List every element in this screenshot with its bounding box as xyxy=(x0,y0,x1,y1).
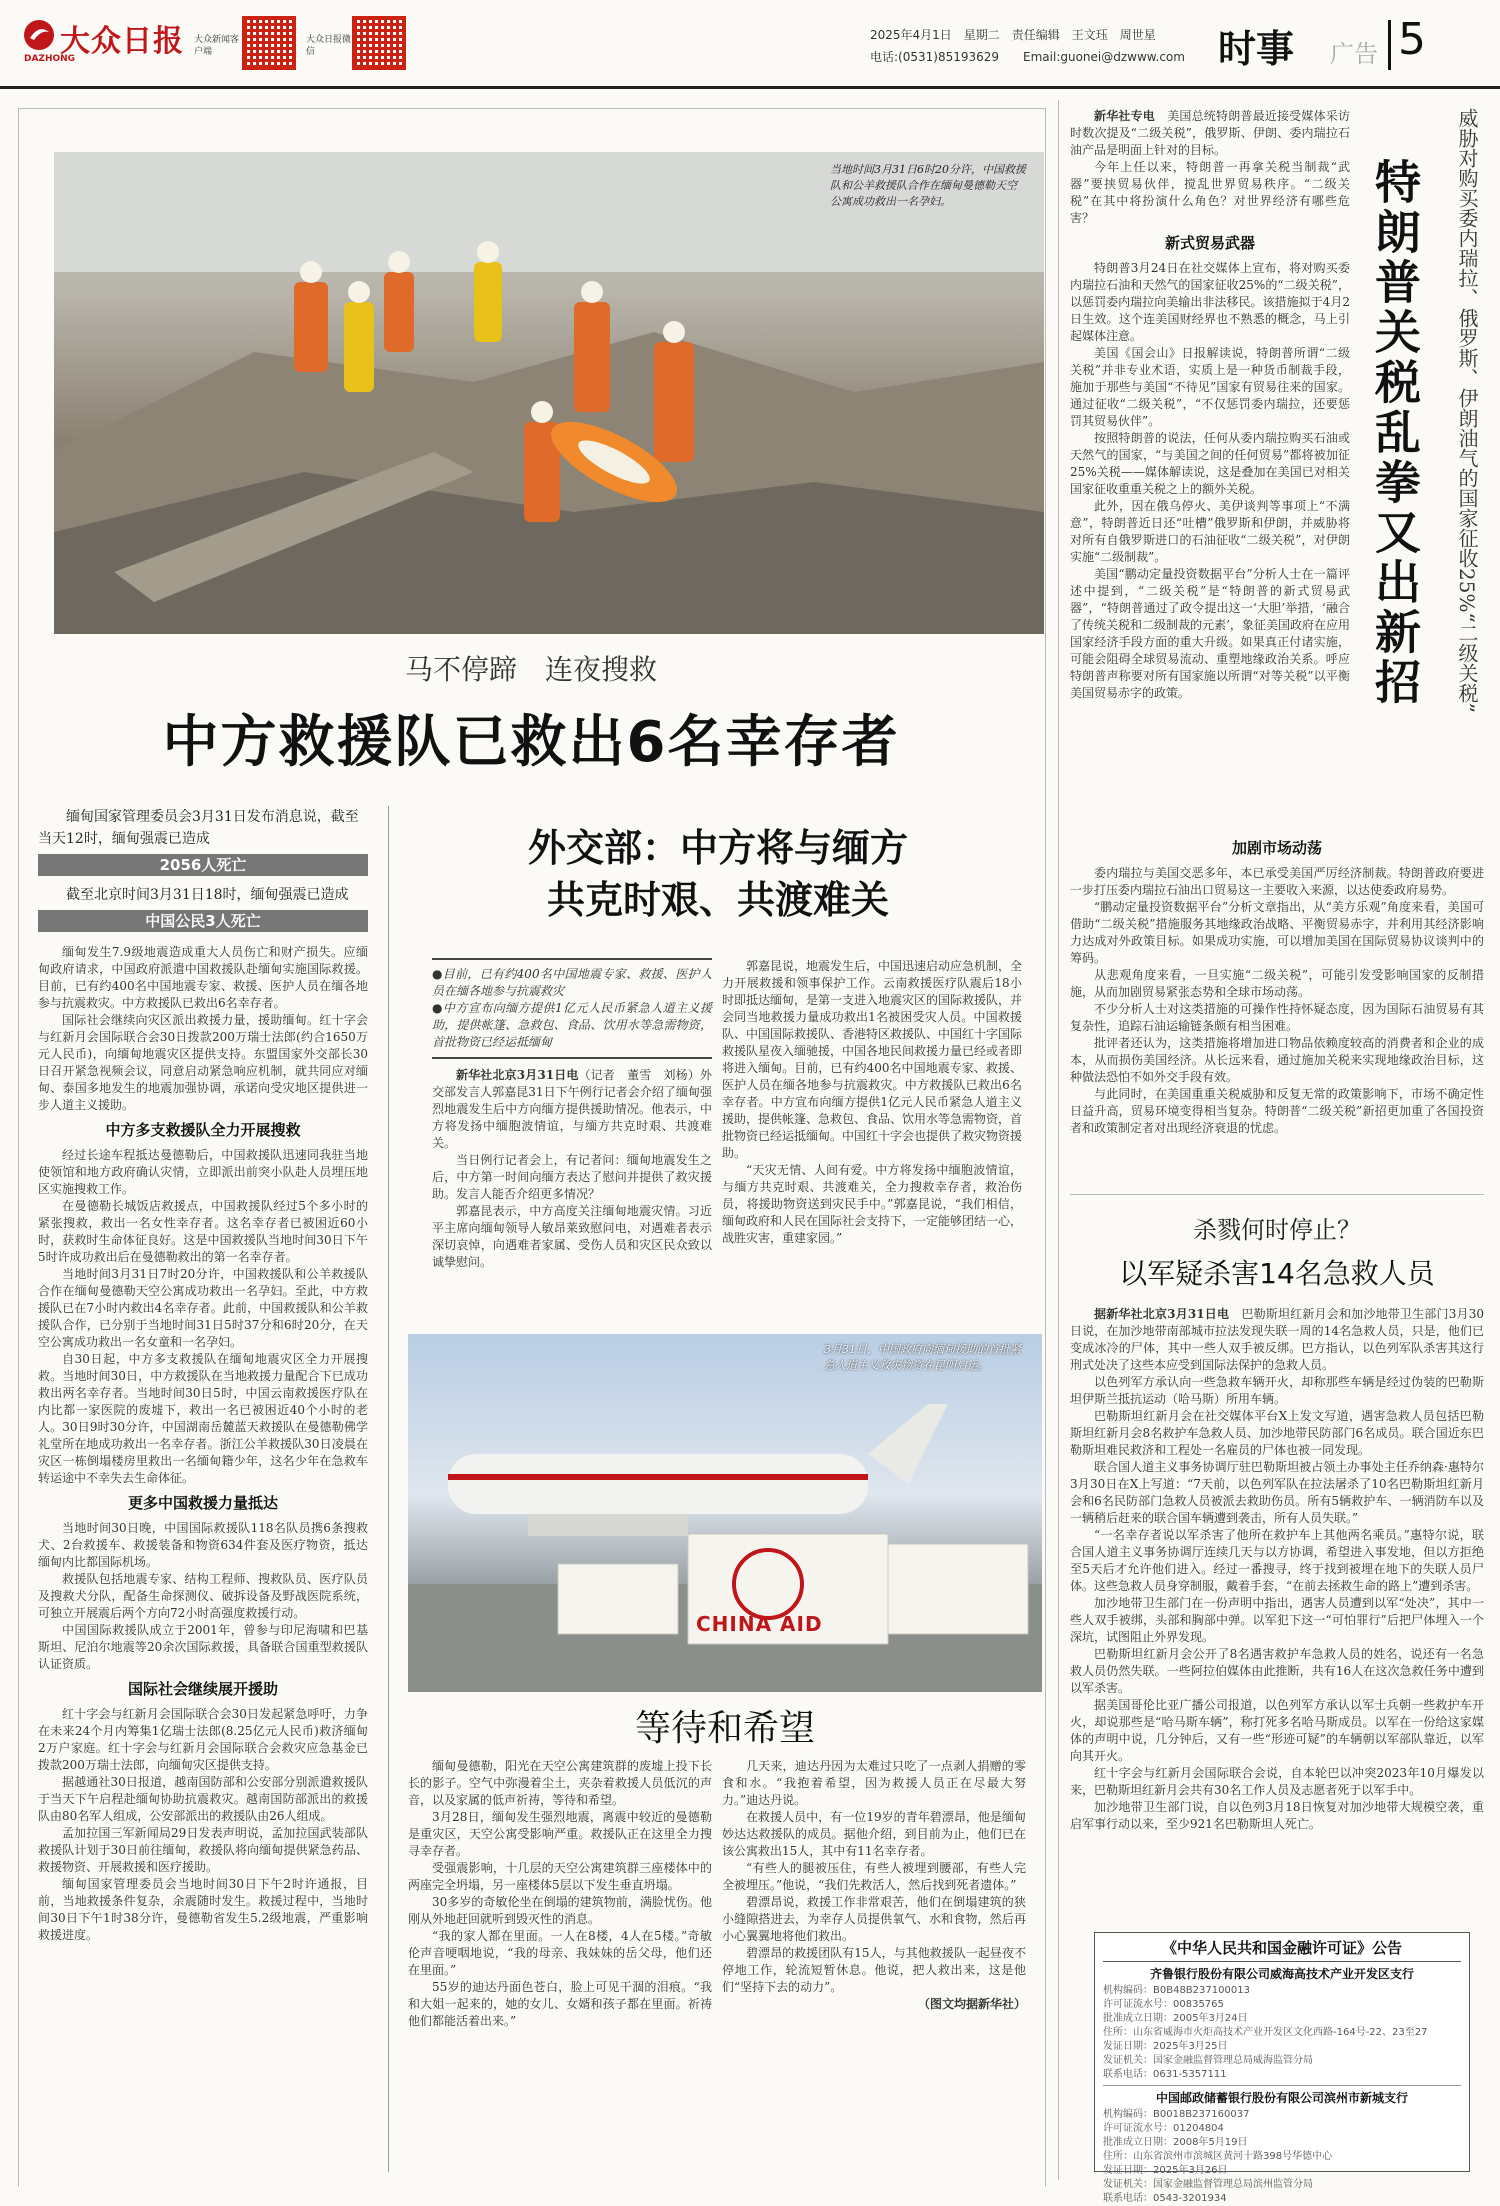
paragraph: 与此同时，在美国重重关税威胁和反复无常的政策影响下，市场不确定性日益升高，贸易环境变得相当复杂。特朗普“二级关税”新招更加重了各国投资者和政策制定者对出现经济衰退的忧虑。 xyxy=(1070,1087,1484,1135)
paragraph: （记者 董雪 刘杨）外交部发言人郭嘉昆31日下午例行记者会介绍了缅甸强烈地震发生后中方向缅方提供援助情况。他表示，中方将发扬中缅胞波情谊，与缅方共克时艰、共渡难关。 xyxy=(432,1068,712,1150)
notice-row: 发证日期：2025年3月25日 xyxy=(1103,2041,1228,2052)
paragraph: 美国总统特朗普最近接受媒体采访时数次提及“二级关税”，俄罗斯、伊朗、委内瑞拉石油产品是明面上针对的目标。 xyxy=(1070,109,1350,157)
paragraph: 从悲观角度来看，一旦实施“二级关税”，可能引发受影响国家的反制措施，从而加剧贸易紧张态势和全球市场动荡。 xyxy=(1070,968,1484,999)
paragraph: 据美国哥伦比亚广播公司报道，以色列军方承认以军士兵朝一些救护车开火，却说那些是“哈马斯车辆”，称打死多名哈马斯成员。以军在一份给这家媒体的声明中说，几分钟后，又有一些“形迹可疑”的车辆朝以军部队靠近，以军向其开火。 xyxy=(1070,1698,1484,1763)
masthead-rule xyxy=(0,86,1500,89)
mofa-headline-line1: 外交部：中方将与缅方 xyxy=(527,825,908,870)
notice-row: 许可证流水号：00835765 xyxy=(1103,1999,1224,2010)
notice-row: 住所：山东省威海市火炬高技术产业开发区文化西路-164号-22、23至27 xyxy=(1103,2027,1428,2038)
trump-vertical-headline-block xyxy=(1360,108,1484,848)
logo-emblem-icon xyxy=(22,18,56,52)
paragraph: 救援队包括地震专家、结构工程师、搜救队员、医疗队员及搜救犬分队，配备生命探测仪、破拆设备及野战医院系统，可独立开展震后两个方向72小时高强度救援行动。 xyxy=(38,1572,368,1620)
notice-row: 住所：山东省滨州市滨城区黄河十路398号华德中心 xyxy=(1103,2151,1333,2162)
notice-row: 批准成立日期：2005年3月24日 xyxy=(1103,2013,1248,2024)
paragraph: 中国国际救援队成立于2001年，曾参与印尼海啸和巴基斯坦、尼泊尔地震等20余次国际救援，具备联合国重型救援队认证资质。 xyxy=(38,1623,368,1671)
notice-row: 机构编码：B0018B237160037 xyxy=(1103,2109,1250,2120)
lead-text-1: 缅甸国家管理委员会3月31日发布消息说，截至当天12时，缅甸强震已造成 xyxy=(38,809,359,847)
paragraph: 按照特朗普的说法，任何从委内瑞拉购买石油或天然气的国家，“与美国之间的任何贸易”都将被加征25%关税——媒体解读说，这是叠加在美国已对相关国家征收重重关税之上的额外关税。 xyxy=(1070,431,1350,496)
paragraph: “鹏动定量投资数据平台”分析文章指出，从“美方乐观”角度来看，美国可借助“二级关税”措施服务其地缘政治战略、平衡贸易赤字，并利用其经济影响力达成对外政策目标。如果成功实施，可以增加美国在国际贸易协议谈判中的筹码。 xyxy=(1070,900,1484,965)
paragraph: 在救援人员中，有一位19岁的青年碧漂昂，他是缅甸妙达达救援队的成员。据他介绍，到目前为止，他们已在该公寓救出15人，其中有11名幸存者。 xyxy=(722,1810,1026,1858)
trump-dateline: 新华社专电 xyxy=(1094,109,1155,123)
mofa-col-right xyxy=(722,958,1022,1247)
paragraph: 巴勒斯坦红新月会公开了8名遇害救护车急救人员的姓名，说还有一名急救人员仍然失联。一些阿拉伯媒体由此推断，共有16人在这次急救任务中遭到以军杀害。 xyxy=(1070,1647,1484,1695)
contact-line: 电话:(0531)85193629 Email:guonei@dzwww.com xyxy=(870,50,1185,64)
trump-body-top xyxy=(1070,108,1350,702)
paragraph: 碧漂昂说，救援工作非常艰苦，他们在倒塌建筑的狭小缝隙搭进去，为幸存人员提供氧气、水和食物，然后再小心翼翼地将他们救出。 xyxy=(722,1895,1026,1943)
paragraph: 巴勒斯坦红新月会在社交媒体平台X上发文写道，遇害急救人员包括巴勒斯坦红新月会8名救护车急救人员、加沙地带民防部门6名成员。联合国近东巴勒斯坦难民救济和工程处一名雇员的尸体也被一同发现。 xyxy=(1070,1409,1484,1457)
notice-title: 《中华人民共和国金融许可证》公告 xyxy=(1103,1937,1461,1962)
newspaper-logo xyxy=(22,14,192,66)
paragraph: 55岁的迪达丹面色苍白，脸上可见干涸的泪痕。“我和大姐一起来的，她的女儿、女婿和孩子都在里面。祈祷他们都能活着出来。” xyxy=(408,1980,712,2028)
paragraph: 经过长途车程抵达曼德勒后，中国救援队迅速同我驻当地使领馆和地方政府确认灾情，立即派出前突小队赴人员埋压地区实施搜救工作。 xyxy=(38,1148,368,1196)
paragraph: 此外，因在俄乌停火、美伊谈判等事项上“不满意”，特朗普近日还“吐槽”俄罗斯和伊朗，并威胁将对所有自俄罗斯进口的石油征收“二级关税”，对伊朗实施“二级制裁”。 xyxy=(1070,499,1350,564)
notice-entry-name: 中国邮政储蓄银行股份有限公司滨州市新城支行 xyxy=(1155,2091,1408,2105)
masthead xyxy=(0,0,1500,84)
logo-sub: DAZHONG xyxy=(24,54,76,64)
subhead: 国际社会继续展开援助 xyxy=(127,1680,278,1698)
hope-headline: 等待和希望 xyxy=(634,1708,815,1749)
mofa-summary-box xyxy=(432,958,712,1059)
aid-photo-caption: 3月31日，中国政府向缅甸援助的首批紧急人道主义救灾物资在昆明启运。 xyxy=(824,1343,1021,1372)
paragraph: 红十字会与红新月会国际联合会30日发起紧急呼吁，力争在未来24个月内筹集1亿瑞士法郎(8.25亿元人民币)救济缅甸2万户家庭。红十字会与红新月会国际联合会救灾应急基金已拨款200万瑞士法郎，向缅甸灾区提供支持。 xyxy=(38,1707,368,1772)
paragraph: 当日例行记者会上，有记者问：缅甸地震发生之后，中方第一时间向缅方表达了慰问并提供了救灾援助。发言人能否介绍更多情况？ xyxy=(432,1153,712,1201)
trump-body-bottom xyxy=(1070,832,1484,1137)
page-number-divider xyxy=(1388,20,1391,70)
notice-entry-rows xyxy=(1103,1984,1461,2082)
paragraph: 缅甸发生7.9级地震造成重大人员伤亡和财产损失。应缅甸政府请求，中国政府派遣中国救援队赴缅甸实施国际救援。目前，已有约400名中国地震专家、救援、医护人员在缅各地参与抗震救灾。中方救援队已救出6名幸存者。 xyxy=(38,945,368,1010)
hope-col-left xyxy=(408,1758,712,2030)
chinese-deaths-bar: 中国公民3人死亡 xyxy=(38,910,368,932)
qr-label-app: 大众新闻客户端 xyxy=(194,35,240,57)
aid-cargo-illustration xyxy=(408,1334,1042,1692)
paragraph: 30多岁的奇敏伦坐在倒塌的建筑物前，满脸忧伤。他刚从外地赶回就听到毁灭性的消息。 xyxy=(408,1895,712,1926)
paragraph: 美国《国会山》日报解读说，特朗普所谓“二级关税”并非专业术语，实质上是一种货币制裁手段，施加于那些与美国“不待见”国家有贸易往来的国家。通过征收“二级关税”，“不仅惩罚委内瑞拉，还要惩罚其贸易伙伴”。 xyxy=(1070,346,1350,428)
subhead: 加剧市场动荡 xyxy=(1231,839,1322,857)
paragraph: 以色列军方承认向一些急救车辆开火，却称那些车辆是经过伪装的巴勒斯坦伊斯兰抵抗运动（哈马斯）所用车辆。 xyxy=(1070,1375,1484,1406)
column-rule xyxy=(388,806,389,2172)
paragraph: “我的家人都在里面。一人在8楼，4人在5楼。”奇敏伦声音哽咽地说，“我的母亲、我妹妹的岳父母，他们还在里面。” xyxy=(408,1929,712,1977)
main-headline: 中方救援队已救出6名幸存者 xyxy=(162,710,900,775)
notice-entry-rows xyxy=(1103,2108,1461,2206)
paragraph: 自30日起，中方多支救援队在缅甸地震灾区全力开展搜救。当地时间30日，中方救援队在当地救援力量配合下已成功救出两名幸存者。当地时间30日5时，中国云南救援医疗队在内比都一家医院的废墟下，救出一名已被困近40个小时的老人。30日9时30分许，中国湖南岳麓蓝天救援队在曼德勒佛学礼堂所在地成功救出一名幸存者。浙江公羊救援队30日凌晨在灾区一栋倒塌楼房里救出一名缅甸籍少年，这名少年在急救车转运途中不幸失去生命体征。 xyxy=(38,1352,368,1485)
license-notice xyxy=(1094,1932,1470,2204)
notice-row: 许可证流水号：01204804 xyxy=(1103,2123,1224,2134)
paragraph: 几天来，迪达丹因为太难过只吃了一点剥人捐赠的零食和水。“我抱着希望，因为救援人员正在尽最大努力。”迪达丹说。 xyxy=(722,1759,1026,1807)
rescue-photo xyxy=(54,152,1044,634)
notice-row: 联系电话：0543-3201934 xyxy=(1103,2193,1227,2204)
notice-row: 发证日期：2025年3月26日 xyxy=(1103,2165,1228,2176)
paragraph: 加沙地带卫生部门在一份声明中指出，遇害人员遭到以军“处决”，其中一些人双手被绑，头部和胸部中弹。以军犯下这一“可怕罪行”后把尸体埋入一个深坑，试图阻止外界发现。 xyxy=(1070,1596,1484,1644)
paragraph: 郭嘉昆表示，中方高度关注缅甸地震灾情。习近平主席向缅甸领导人敏昂莱致慰问电，对遇难者表示深切哀悼，向遇难者家属、受伤人员和灾区民众致以诚挚慰问。 xyxy=(432,1204,712,1269)
mofa-body-left xyxy=(432,1067,712,1271)
hope-col-right xyxy=(722,1758,1026,2013)
main-kicker: 马不停蹄 连夜搜救 xyxy=(404,653,657,686)
paragraph: 委内瑞拉与美国交恶多年，本已承受美国严厉经济制裁。特朗普政府要进一步打压委内瑞拉石油出口贸易这一主要收入来源，以达使委政府易势。 xyxy=(1070,866,1484,897)
paragraph: “有些人的腿被压住，有些人被埋到腰部，有些人完全被埋压。”他说，“我们先救活人，然后找到死者遗体。” xyxy=(722,1861,1026,1892)
notice-row: 联系电话：0631-5357111 xyxy=(1103,2069,1227,2080)
notice-row: 发证机关：国家金融监督管理总局威海监管分局 xyxy=(1103,2055,1313,2066)
qr-label-wechat: 大众日报微信 xyxy=(306,35,352,57)
paragraph: 缅甸曼德勒，阳光在天空公寓建筑群的废墟上投下长长的影子。空气中弥漫着尘土，夹杂着救援人员低沉的声音，以及家属的低声祈祷，等待和希望。 xyxy=(408,1759,712,1807)
mofa-dateline: 新华社北京3月31日电 xyxy=(456,1068,579,1082)
paragraph: 孟加拉国三军新闻局29日发表声明说，孟加拉国武装部队救援队计划于30日前往缅甸，救援队将向缅甸提供紧急药品、救援物资、开展救援和医疗援助。 xyxy=(38,1826,368,1874)
left-column xyxy=(38,806,368,1944)
mofa-bullet: ●中方宣布向缅方提供1亿元人民币紧急人道主义援助，提供帐篷、急救包、食品、饮用水等急需物资，首批物资已经运抵缅甸 xyxy=(432,1001,712,1049)
paragraph: 当地时间30日晚，中国国际救援队118名队员携6条搜救犬、2台救援车、救援装备和物资634件套及医疗物资，抵达缅甸内比都国际机场。 xyxy=(38,1521,368,1569)
right-column-rule xyxy=(1058,100,1059,2180)
paragraph: 在曼德勒长城饭店救援点，中国救援队经过5个多小时的紧张搜救，救出一名女性幸存者。这名幸存者已被困近60小时，获救时生命体征良好。这是中国救援队当地时间30日下午5时许成功救出后在曼德勒救出的第一名幸存者。 xyxy=(38,1199,368,1264)
paragraph: 缅甸国家管理委员会当地时间30日下午2时许通报，目前，当地救援条件复杂，余震随时发生。救援过程中，当地时间30日下午1时38分许，曼德勒省发生5.2级地震，严重影响救援进度。 xyxy=(38,1877,368,1942)
notice-row: 批准成立日期：2008年5月19日 xyxy=(1103,2137,1248,2148)
paragraph: 特朗普3月24日在社交媒体上宣布，将对购买委内瑞拉石油和天然气的国家征收25%的“二级关税”，以惩罚委内瑞拉向美输出非法移民。该措施拟于4月2日生效。这个连美国财经界也不熟悉的概念，马上引起媒体注意。 xyxy=(1070,261,1350,343)
gaza-dateline: 据新华社北京3月31日电 xyxy=(1094,1307,1230,1321)
paragraph: 据越通社30日报道，越南国防部和公安部分别派遣救援队于当天下午启程赴缅甸协助抗震救灾。越南国防部派出的救援队由80名军人组成，公安部派出的救援队由26人组成。 xyxy=(38,1775,368,1823)
section-rule xyxy=(1070,1194,1484,1195)
paragraph: 加沙地带卫生部门说，自以色列3月18日恢复对加沙地带大规模空袭，重启军事行动以来，至少921名巴勒斯坦人死亡。 xyxy=(1070,1800,1484,1831)
paragraph: 联合国人道主义事务协调厅驻巴勒斯坦被占领土办事处主任乔纳森·惠特尔3月30日在X上写道：“7天前，以色列军队在拉法屠杀了10名巴勒斯坦红新月会和6名民防部门急救人员被派去救助伤员。所有5辆救护车、一辆消防车以及一辆稍后赶来的联合国车辆遭到袭击，所有人员失联。” xyxy=(1070,1460,1484,1525)
rescue-scene-illustration xyxy=(54,152,1044,634)
paragraph: 当地时间3月31日7时20分许，中国救援队和公羊救援队合作在缅甸曼德勒天空公寓成功救出一名孕妇。至此，中方救援队已在7小时内救出4名幸存者。此前，中国救援队和公羊救援队合作，已分别于当地时间31日5时37分和6时20分，在天空公寓成功救出一名女童和一名孕妇。 xyxy=(38,1267,368,1349)
subhead: 更多中国救援力量抵达 xyxy=(127,1494,278,1512)
section-sub: 广告 xyxy=(1330,40,1378,68)
qr-code-app[interactable] xyxy=(242,16,296,70)
paragraph: 红十字会与红新月会国际联合会说，自本轮巴以冲突2023年10月爆发以来，巴勒斯坦红新月会共有30名工作人员及志愿者死于以军手中。 xyxy=(1070,1766,1484,1797)
paragraph: 郭嘉昆说，地震发生后，中国迅速启动应急机制，全力开展救援和领事保护工作。云南救援医疗队震后18小时即抵达缅甸，是第一支进入地震灾区的国际救援队，并会同当地救援力量成功救出1名被困受灾人员。中国救援队、中国国际救援队、香港特区救援队、中国红十字国际救援队星夜入缅驰援，中国各地民间救援力量已经或者即将进入缅甸。目前，已有约400名中国地震专家、救援、医护人员在缅各地参与抗震救灾。中方救援队已救出6名幸存者。中方宣布向缅方提供1亿元人民币紧急人道主义援助，提供帐篷、急救包、食品、饮用水等急需物资，首批物资已经运抵缅甸。中国红十字会也提供了救灾物资援助。 xyxy=(722,959,1023,1160)
paragraph: 巴勒斯坦红新月会和加沙地带卫生部门3月30日说，在加沙地带南部城市拉法发现失联一周的14名急救人员，只是，他们已变成冰冷的尸体，其中一些人双手被反绑。巴方指认，以色列军队杀害其这行刑式处决了这些本应受到国际法保护的急救人员。 xyxy=(1070,1307,1484,1372)
cargo-label: CHINA AID xyxy=(696,1612,823,1636)
trump-vertical-kicker: 威胁对购买委内瑞拉、俄罗斯、伊朗油气的国家征收25%“二级关税” xyxy=(1455,108,1479,713)
photo-credit: （图文均据新华社） xyxy=(917,1997,1026,2011)
qr-code-wechat[interactable] xyxy=(352,16,406,70)
death-toll-bar: 2056人死亡 xyxy=(38,854,368,876)
date-line: 2025年4月1日 星期二 责任编辑 王文珏 周世星 xyxy=(870,28,1156,42)
mofa-story xyxy=(408,822,1028,942)
notice-entry-name: 齐鲁银行股份有限公司威海高技术产业开发区支行 xyxy=(1149,1967,1414,1981)
paragraph: 美国“鹏动定量投资数据平台”分析人士在一篇评述中提到，“二级关税”是“特朗普的新式贸易武器”，“特朗普通过了政令提出这一‘大胆’举措，‘融合了传统关税和二级制裁的元素’，象征美国政府在应用国家经济手段方面的重大升级。如果真正付诸实施，可能会阻碍全球贸易流动、重塑地缘政治关系。呼应特朗普声称要对所有国家施以所谓“对等关税”以平衡美国贸易赤字的政策。 xyxy=(1070,567,1350,700)
paragraph: 碧漂昂的救援团队有15人，与其他救援队一起昼夜不停地工作，轮流短暂休息。他说，把人救出来，这是他们“坚持下去的动力”。 xyxy=(722,1946,1026,1994)
gaza-kicker: 杀戮何时停止？ xyxy=(1193,1216,1361,1244)
page-number: 5 xyxy=(1398,14,1426,65)
gaza-headline: 以军疑杀害14名急救人员 xyxy=(1119,1257,1435,1290)
logo-text: 大众日报 xyxy=(60,24,184,59)
paragraph: “天灾无情、人间有爱。中方将发扬中缅胞波情谊，与缅方共克时艰、共渡难关，全力搜救幸存者，救治伤员，将援助物资送到灾民手中。”郭嘉昆说，“我们相信，缅甸政府和人民在国际社会支持下，一定能够团结一心，战胜灾害，重建家园。” xyxy=(722,1163,1023,1245)
paragraph: 3月28日，缅甸发生强烈地震，离震中较近的曼德勒是重灾区，天空公寓受影响严重。救援队正在这里全力搜寻幸存者。 xyxy=(408,1810,712,1858)
trump-vertical-headline: 特朗普关税乱拳又出新招 xyxy=(1368,158,1422,708)
subhead: 新式贸易武器 xyxy=(1164,234,1255,252)
lead-text-2: 截至北京时间3月31日18时，缅甸强震已造成 xyxy=(66,887,349,903)
rescue-photo-caption: 当地时间3月31日6时20分许，中国救援队和公羊救援队合作在缅甸曼德勒天空公寓成功救出一名孕妇。 xyxy=(830,163,1026,208)
paragraph: 今年上任以来，特朗普一再拿关税当制裁“武器”要挟贸易伙伴，搅乱世界贸易秩序。“二级关税”在其中将扮演什么角色？对世界经济有哪些危害？ xyxy=(1070,160,1350,225)
paragraph: “一名幸存者说以军杀害了他所在救护车上其他两名乘员。”惠特尔说，联合国人道主义事务协调厅连续几天与以方协调，希望进入事发地，但以方拒绝至5天后才允许他们进入。经过一番搜寻，终于找到被埋在地下的失联人员尸体。这些急救人员身穿制服，戴着手套，“在前去拯救生命的路上”遭到杀害。 xyxy=(1070,1528,1484,1593)
main-story-body xyxy=(38,944,368,1944)
subhead: 中方多支救援队全力开展搜救 xyxy=(105,1121,301,1139)
paragraph: 不少分析人士对这类措施的可操作性持怀疑态度，因为国际石油贸易有其复杂性，追踪石油运输链条颇有相当困难。 xyxy=(1070,1002,1484,1033)
mofa-bullet: ●目前，已有约400名中国地震专家、救援、医护人员在缅各地参与抗震救灾 xyxy=(432,967,712,998)
aid-cargo-photo xyxy=(408,1334,1042,1692)
gaza-body xyxy=(1070,1306,1484,1833)
mofa-col-left xyxy=(432,958,712,1271)
mofa-headline-line2: 共克时艰、共渡难关 xyxy=(546,877,889,922)
paragraph: 批评者还认为，这类措施将增加进口物品依赖度较高的消费者和企业的成本，从而损伤美国经济。从长远来看，通过施加关税来实现地缘政治目标，这种做法恐怕不如外交手段有效。 xyxy=(1070,1036,1484,1084)
notice-row: 机构编码：B0B48B237100013 xyxy=(1103,1985,1250,1996)
paragraph: 受强震影响，十几层的天空公寓建筑群三座楼体中的两座完全坍塌，另一座楼体5层以下发生垂直坍塌。 xyxy=(408,1861,712,1892)
paragraph: 国际社会继续向灾区派出救援力量，援助缅甸。红十字会与红新月会国际联合会30日拨款200万瑞士法郎(约合1650万元人民币)，向缅甸地震灾区提供支持。东盟国家外交部长30日召开紧急视频会议，同意启动紧急响应机制，就共同应对缅甸、泰国多地发生的地震加强协调，承诺向受灾地区提供进一步人道主义援助。 xyxy=(38,1013,368,1112)
notice-row: 发证机关：国家金融监督管理总局滨州监管分局 xyxy=(1103,2179,1313,2190)
section-name: 时事 xyxy=(1218,27,1295,71)
